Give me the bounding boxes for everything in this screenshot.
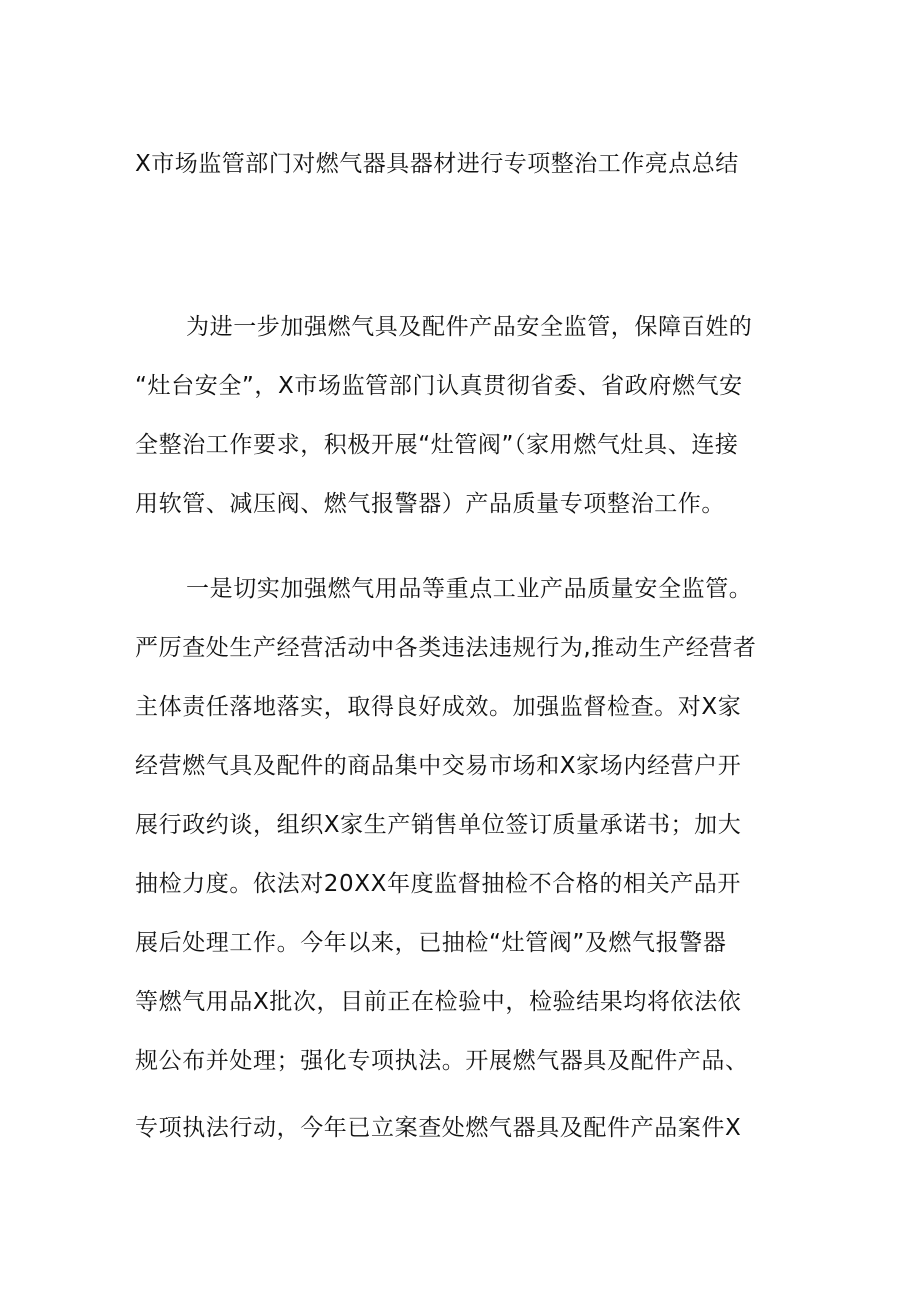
paragraph-line: 为进一步加强燃气具及配件产品安全监管，保障百姓的 xyxy=(186,314,753,340)
paragraph-line: “灶台安全”，X市场监管部门认真贯彻省委、省政府燃气安 xyxy=(135,373,743,399)
paragraph-line: 用软管、减压阀、燃气报警器）产品质量专项整治工作。 xyxy=(135,491,725,517)
paragraph-line: 一是切实加强燃气用品等重点工业产品质量安全监管。 xyxy=(186,576,753,602)
paragraph-line: 展后处理工作。今年以来，已抽检“灶管阀”及燃气报警器 xyxy=(135,930,727,956)
paragraph-line: 经营燃气具及配件的商品集中交易市场和X家场内经营户开 xyxy=(135,753,742,779)
paragraph-line: 专项执法行动，今年已立案查处燃气器具及配件产品案件X xyxy=(135,1115,742,1141)
paragraph-line: 主体责任落地落实，取得良好成效。加强监督检查。对X家 xyxy=(135,694,742,720)
paragraph-line: 全整治工作要求，积极开展“灶管阀”（家用燃气灶具、连接 xyxy=(135,432,739,458)
paragraph-line: 展行政约谈，组织X家生产销售单位签订质量承诺书；加大 xyxy=(135,812,742,838)
document-title: X市场监管部门对燃气器具器材进行专项整治工作亮点总结 xyxy=(135,151,739,177)
paragraph-line: 严厉查处生产经营活动中各类违法违规行为,推动生产经营者 xyxy=(135,635,757,661)
paragraph-line: 等燃气用品X批次，目前正在检验中，检验结果均将依法依 xyxy=(135,989,742,1015)
paragraph-line: 抽检力度。依法对20XX年度监督抽检不合格的相关产品开 xyxy=(135,871,741,897)
paragraph-line: 规公布并处理；强化专项执法。开展燃气器具及配件产品、 xyxy=(135,1048,749,1074)
